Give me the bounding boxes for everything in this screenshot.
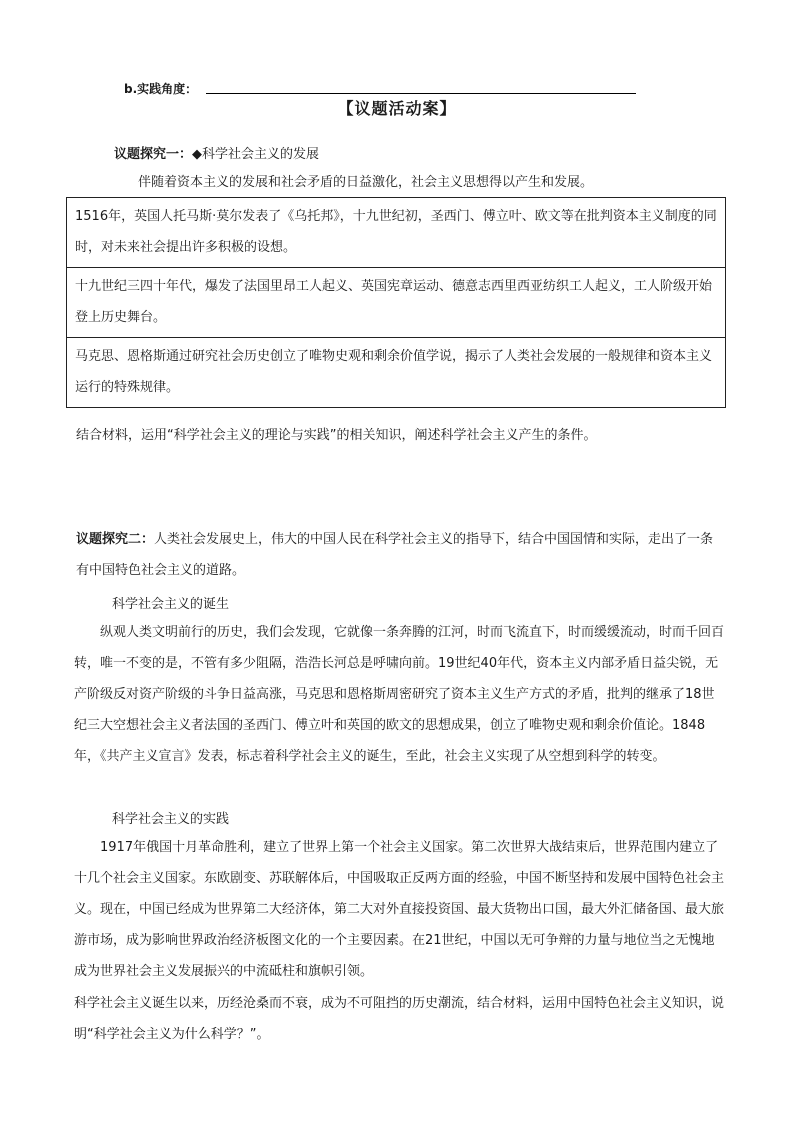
table-row [67,268,726,338]
table-cell: 1516年，英国人托马斯·莫尔发表了《乌托邦》，十九世纪初，圣西门、傅立叶、欧文等在批判资本主义制度的同时，对未来社会提出许多积极的设想。 [67,198,726,268]
topic2-question: 科学社会主义诞生以来，历经沧桑而不衰，成为不可阻挡的历史潮流，结合材料，运用中国特色社会主义知识，说明“科学社会主义为什么科学？”。 [74,996,725,1042]
topic1-question: 结合材料，运用“科学社会主义的理论与实践”的相关知识，阐述科学社会主义产生的条件。 [76,428,597,443]
topic1-heading-row [114,143,319,162]
topic2-heading: 议题探究二： [76,532,155,547]
page-title: 【议题活动案】 [337,99,457,118]
practice-angle-label: b.实践角度： [124,82,198,96]
material-table [66,197,726,408]
section-title-practice: 科学社会主义的实践 [112,812,230,827]
topic2-intro: 人类社会发展史上，伟大的中国人民在科学社会主义的指导下，结合中国国情和实际，走出了一条有中国特色社会主义的道路。 [76,532,714,578]
table-cell: 马克思、恩格斯通过研究社会历史创立了唯物史观和剩余价值学说，揭示了人类社会发展的一般规律和资本主义运行的特殊规律。 [67,338,726,408]
topic1-subtitle: ◆科学社会主义的发展 [192,147,320,162]
topic1-heading: 议题探究一： [114,147,193,162]
topic2-intro-block [76,524,726,586]
section-body-practice: 1917年俄国十月革命胜利，建立了世界上第一个社会主义国家。第二次世界大战结束后，世界范围内建立了十几个社会主义国家。东欧剧变、苏联解体后，中国吸取正反两方面的经验，中国不断坚持和发展中国特色社会主义。现在，中国已经成为世界第二大经济体，第二大对外直接投资国、最大货物出口国，最大外汇储备国、最大旅游市场，成为影响世界政治经济板图文化的一个主要因素。在21世纪，中国以无可争辩的力量与地位当之无愧地成为世界社会主义发展振兴的中流砥柱和旗帜引领。 [74,840,725,979]
topic1-intro: 伴随着资本主义的发展和社会矛盾的日益激化，社会主义思想得以产生和发展。 [138,175,594,190]
section-title-birth: 科学社会主义的诞生 [112,597,230,612]
table-cell: 十九世纪三四十年代，爆发了法国里昂工人起义、英国宪章运动、德意志西里西亚纺织工人起义，工人阶级开始登上历史舞台。 [67,268,726,338]
answer-blank-line[interactable] [206,93,636,94]
table-row [67,198,726,268]
section-body-birth: 纵观人类文明前行的历史，我们会发现，它就像一条奔腾的江河，时而飞流直下，时而缓缓流动，时而千回百转，唯一不变的是，不管有多少阻隔，浩浩长河总是呼啸向前。19世纪40年代，资本主义内部矛盾日益尖锐，无产阶级反对资产阶级的斗争日益高涨，马克思和恩格斯周密研究了资本主义生产方式的矛盾，批判的继承了18世纪三大空想社会主义者法国的圣西门、傅立叶和英国的欧文的思想成果，创立了唯物史观和剩余价值论。1848年，《共产主义宣言》发表，标志着科学社会主义的诞生，至此，社会主义实现了从空想到科学的转变。 [74,625,725,764]
table-row [67,338,726,408]
